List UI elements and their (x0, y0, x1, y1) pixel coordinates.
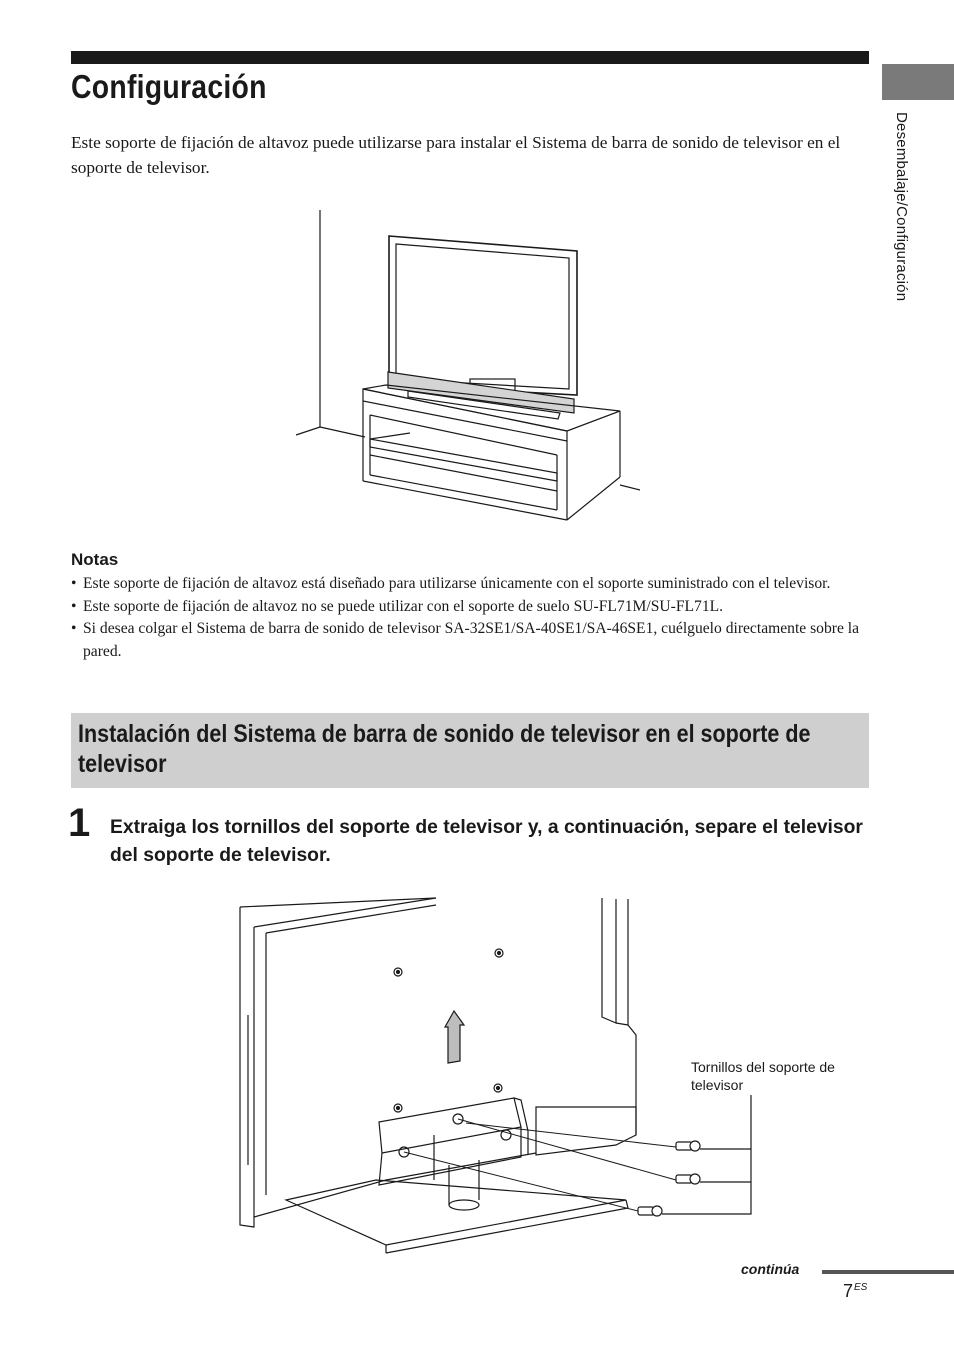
step-instruction: Extraiga los tornillos del soporte de televisor y, a continuación, separe el televisor del soporte de televisor. (110, 817, 863, 866)
note-item: • Este soporte de fijación de altavoz no se puede utilizar con el soporte de suelo SU-FL71M/SU-FL71L. (71, 596, 871, 619)
notes-list (71, 573, 871, 663)
note-item: • Si desea colgar el Sistema de barra de sonido de televisor SA-32SE1/SA-40SE1/SA-46SE1, cuélguelo directamente sobre la pared. (71, 618, 871, 663)
top-rule (71, 51, 869, 64)
section-title: Instalación del Sistema de barra de sonido de televisor en el soporte de televisor (78, 720, 811, 778)
continues-bar (822, 1270, 954, 1274)
notes-heading: Notas (71, 550, 119, 569)
page-title: Configuración (71, 68, 267, 105)
screws-callout-label: Tornillos del soporte de televisor (691, 1059, 835, 1093)
page-number (843, 1281, 867, 1302)
continues-label: continúa (741, 1261, 800, 1277)
tv-stand-screws-illustration (236, 895, 766, 1265)
note-item: • Este soporte de fijación de altavoz está diseñado para utilizarse únicamente con el soporte suministrado con el televisor. (71, 573, 871, 596)
page-number-value: 7 (843, 1281, 854, 1301)
side-section-label: Desembalaje/Configuración (893, 112, 910, 302)
intro-paragraph: Este soporte de fijación de altavoz puede utilizarse para instalar el Sistema de barra de sonido de televisor en el soporte de televisor. (71, 133, 841, 177)
page-language-suffix: ES (854, 1282, 868, 1293)
step-number: 1 (68, 801, 91, 845)
side-tab (882, 64, 954, 100)
tv-on-stand-illustration (290, 205, 650, 525)
